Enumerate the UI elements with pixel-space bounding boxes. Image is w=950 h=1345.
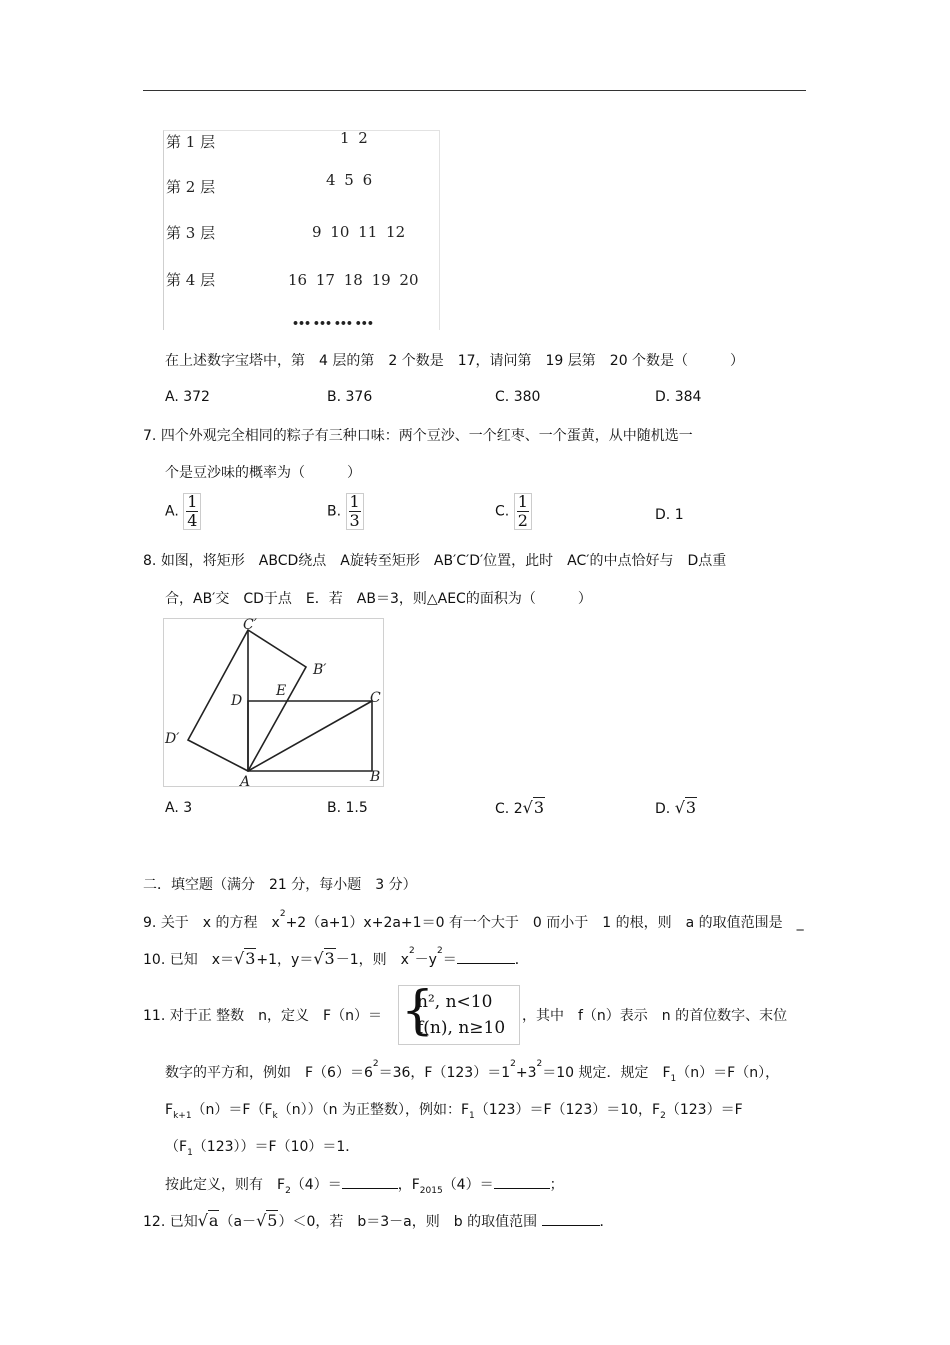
- q8-option-c: C. 2√3: [495, 798, 544, 817]
- q8-line2: 合，AB′交 CD于点 E．若 AB＝3，则△AEC的面积为（ ）: [165, 591, 592, 607]
- q11-line1: 11. 对于正 整数 n，定义 F（n）＝: [143, 1008, 382, 1024]
- pyramid-row-label: 第 3 层: [166, 224, 216, 242]
- piecewise-case-2: f(n), n≥10: [417, 1018, 506, 1038]
- q6-stem: 在上述数字宝塔中，第 4 层的第 2 个数是 17，请问第 19 层第 20 个数是（ ）: [165, 353, 745, 369]
- q7-option-d: D. 1: [655, 507, 684, 523]
- q6-option-b: B. 376: [327, 389, 373, 405]
- pyramid-row-numbers: 1 2: [340, 129, 368, 147]
- q11-line4: $(F_1(123))=F(10)=1$．: [165, 1139, 360, 1158]
- fraction: $\frac{1}{3}$: [346, 493, 364, 530]
- q7-option-b: B. $\frac{1}{3}$: [327, 493, 364, 530]
- q11-line3: $F_{k+1}(n)=F(F_k(n))(n$ 为正整数），例如：$F_1(123)=F(123)=10$，$F_2(123)=F$: [165, 1102, 743, 1121]
- label-d-prime: D′: [165, 731, 180, 747]
- q11-line1-tail: ，其中 f（n）表示 n 的首位数字、末位: [522, 1008, 788, 1024]
- piecewise-case-1: n², n<10: [417, 992, 493, 1012]
- sqrt: √3: [313, 949, 335, 968]
- pyramid-row-numbers: 9 10 11 12: [312, 223, 406, 241]
- q8-number: 8.: [143, 553, 157, 569]
- label-d: D: [231, 693, 243, 709]
- label-c-prime: C′: [243, 618, 257, 633]
- q7-line2: 个是豆沙味的概率为（ ）: [165, 465, 361, 481]
- sqrt: √5: [256, 1211, 278, 1230]
- brace: {: [401, 981, 435, 1041]
- label-e: E: [276, 683, 287, 699]
- fraction: $\frac{1}{4}$: [183, 493, 201, 530]
- piecewise-definition: [398, 981, 520, 1045]
- q6-option-c: C. 380: [495, 389, 541, 405]
- q7-number: 7.: [143, 428, 157, 444]
- sqrt: √3: [674, 798, 697, 817]
- q10: 10. 已知 x＝√3+1，y＝√3－1，则 $x^2-y^2=$ ．: [143, 946, 529, 968]
- label-b-prime: B′: [313, 662, 327, 678]
- q8-line1: 8. 如图，将矩形 ABCD绕点 A旋转至矩形 AB′C′D′位置，此时 AC′的中点恰好与 D点重: [143, 553, 727, 569]
- q7-option-c: C. $\frac{1}{2}$: [495, 493, 532, 530]
- q7-line1: 7. 四个外观完全相同的粽子有三种口味：两个豆沙、一个红枣、一个蛋黄，从中随机选一: [143, 428, 693, 444]
- q11-line2: 数字的平方和，例如 $F(6)=6^2=36$，$F(123)=1^2+3^2=10$ 规定．规定 $F_1(n)=F(n)$，: [165, 1059, 780, 1084]
- label-b: B: [370, 769, 381, 785]
- pyramid-row-numbers: 16 17 18 19 20: [288, 271, 419, 289]
- answer-blank: [542, 1225, 600, 1226]
- q8-option-b: B. 1.5: [327, 800, 368, 816]
- pyramid-continuation-dots: ••• ••• ••• •••: [292, 317, 373, 330]
- label-c: C: [370, 690, 381, 706]
- section-2-heading: 二．填空题（满分 21 分，每小题 3 分）: [143, 877, 417, 893]
- label-a: A: [240, 774, 251, 788]
- q8-option-a: A. 3: [165, 800, 193, 816]
- q9: 9. 关于 x 的方程 $x^2+2(a+1)x+2a+1=0$ 有一个大于 0 而小于 1 的根，则 a 的取值范围是 _: [143, 909, 804, 931]
- q6-option-a: A. 372: [165, 389, 210, 405]
- fraction: $\frac{1}{2}$: [514, 493, 532, 530]
- q12: 12. 已知√a（a－√5）＜0，若 b＝3－a，则 b 的取值范围 ．: [143, 1211, 614, 1230]
- rotated-rectangle-figure: [163, 618, 385, 788]
- q8-option-d: D. √3: [655, 798, 697, 817]
- answer-blank: [457, 963, 515, 964]
- number-pyramid-figure: [163, 130, 440, 330]
- sqrt: √3: [234, 949, 256, 968]
- pyramid-row-label: 第 4 层: [166, 271, 216, 289]
- q6-option-d: D. 384: [655, 389, 702, 405]
- sqrt: √3: [522, 798, 544, 817]
- q11-line5: 按此定义，则有 $F_2(4)=$ ，$F_{2015}(4)=$ ；: [165, 1177, 564, 1196]
- sqrt: √a: [197, 1211, 219, 1230]
- header-rule: [143, 90, 806, 91]
- answer-blank: [342, 1188, 398, 1189]
- pyramid-row-label: 第 2 层: [166, 178, 216, 196]
- q7-option-a: A. $\frac{1}{4}$: [165, 493, 201, 530]
- answer-blank: [494, 1188, 550, 1189]
- pyramid-row-numbers: 4 5 6: [326, 171, 373, 189]
- pyramid-row-label: 第 1 层: [166, 133, 216, 151]
